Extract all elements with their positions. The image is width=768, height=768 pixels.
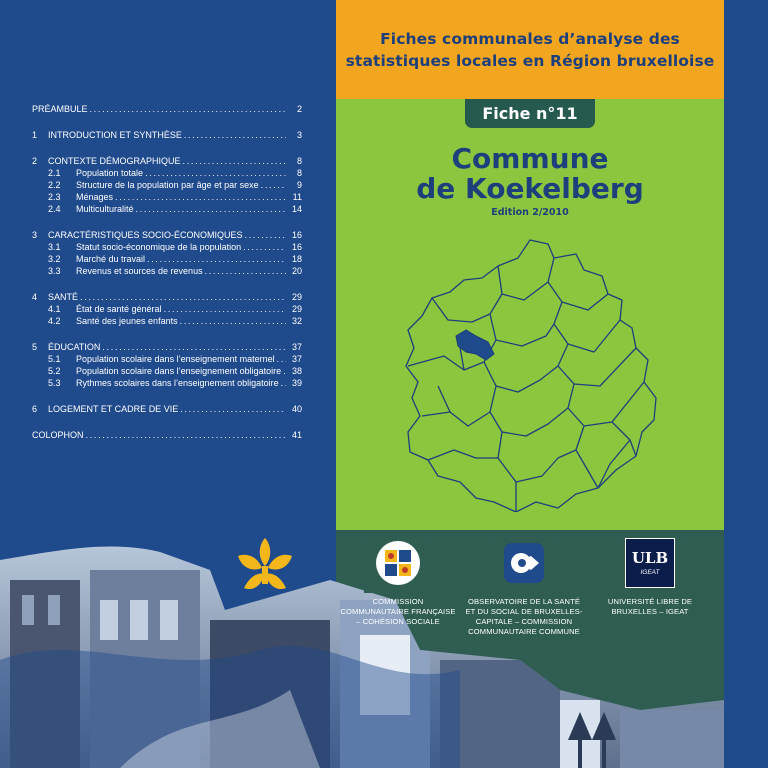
toc-page-number: 8 <box>296 156 302 166</box>
toc-page-number: 3 <box>296 130 302 140</box>
toc-entry <box>32 254 302 266</box>
iris-logo <box>232 536 298 596</box>
toc-page-number: 38 <box>291 366 302 376</box>
toc-leader-dots <box>245 230 286 240</box>
fiche-number-tab: Fiche n°11 <box>465 99 595 128</box>
commune-title-line2: de Koekelberg <box>416 172 644 205</box>
toc-entry <box>32 430 302 442</box>
series-title-line1: Fiches communales d’analyse des <box>380 29 680 48</box>
toc-entry <box>32 192 302 204</box>
toc-entry <box>32 180 302 192</box>
toc-label: Population scolaire dans l’enseignement obligatoire <box>76 366 282 376</box>
cocof-logo-box <box>364 533 432 593</box>
toc-label: Ménages <box>76 192 114 202</box>
toc-number: 2.2 <box>48 180 61 190</box>
toc-number: 3.1 <box>48 242 61 252</box>
toc-entry <box>32 304 302 316</box>
ulb-logo-subtext: IGEAT <box>640 569 660 576</box>
toc-leader-dots <box>184 130 286 140</box>
toc-leader-dots <box>281 378 286 388</box>
toc-page-number: 29 <box>291 292 302 302</box>
ulb-logo-box <box>616 533 684 593</box>
toc-number: 2.1 <box>48 168 61 178</box>
toc-entry <box>32 230 302 242</box>
toc-number: 4.1 <box>48 304 61 314</box>
toc-label: PRÉAMBULE <box>32 104 88 114</box>
toc-label: COLOPHON <box>32 430 84 440</box>
toc-label: CARACTÉRISTIQUES SOCIO-ÉCONOMIQUES <box>48 230 243 240</box>
toc-label: Marché du travail <box>76 254 146 264</box>
toc-page-number: 37 <box>291 354 302 364</box>
toc-label: Statut socio-économique de la population <box>76 242 242 252</box>
toc-leader-dots <box>164 304 286 314</box>
toc-entry <box>32 168 302 180</box>
toc-number: 3.2 <box>48 254 61 264</box>
toc-label: Population scolaire dans l’enseignement maternel <box>76 354 275 364</box>
toc-number: 1 <box>32 130 38 140</box>
toc-leader-dots <box>147 254 286 264</box>
ulb-logo <box>625 538 675 588</box>
toc-number: 6 <box>32 404 38 414</box>
toc-entry <box>32 156 302 168</box>
toc-page-number: 9 <box>296 180 302 190</box>
toc-page-number: 14 <box>291 204 302 214</box>
toc-label: INTRODUCTION ET SYNTHÈSE <box>48 130 182 140</box>
series-title-line2: statistiques locales en Région bruxelloise <box>345 51 715 70</box>
cocof-logo <box>375 540 421 586</box>
toc-page-number: 32 <box>291 316 302 326</box>
toc-entry <box>32 404 302 416</box>
toc-page-number: 41 <box>291 430 302 440</box>
toc-entry <box>32 130 302 142</box>
toc-entry <box>32 378 302 390</box>
toc-label: ÉDUCATION <box>48 342 101 352</box>
toc-entry <box>32 204 302 216</box>
toc-label: SANTÉ <box>48 292 79 302</box>
toc-leader-dots <box>277 354 286 364</box>
toc-entry <box>32 316 302 328</box>
toc-number: 2.3 <box>48 192 61 202</box>
toc-leader-dots <box>283 366 286 376</box>
toc-entry <box>32 242 302 254</box>
right-blue-strip <box>724 0 768 768</box>
toc-entry <box>32 292 302 304</box>
toc-label: Multiculturalité <box>76 204 134 214</box>
toc-leader-dots <box>183 156 286 166</box>
toc-number: 3.3 <box>48 266 61 276</box>
toc-number: 2.4 <box>48 204 61 214</box>
toc-leader-dots <box>180 316 286 326</box>
title-band <box>336 0 724 99</box>
toc-label: Population totale <box>76 168 144 178</box>
toc-page-number: 39 <box>291 378 302 388</box>
toc-leader-dots <box>80 292 286 302</box>
toc-page-number: 18 <box>291 254 302 264</box>
ulb-label: UNIVERSITÉ LIBRE DE BRUXELLES – IGEAT <box>607 597 693 616</box>
toc-number: 4.2 <box>48 316 61 326</box>
toc-number: 2 <box>32 156 38 166</box>
toc-label: Structure de la population par âge et par sexe <box>76 180 259 190</box>
toc-label: CONTEXTE DÉMOGRAPHIQUE <box>48 156 181 166</box>
toc-number: 5.1 <box>48 354 61 364</box>
toc-leader-dots <box>180 404 286 414</box>
toc-label: Rythmes scolaires dans l’enseignement obligatoire <box>76 378 279 388</box>
toc-leader-dots <box>261 180 286 190</box>
toc-page-number: 40 <box>291 404 302 414</box>
toc-number: 5.3 <box>48 378 61 388</box>
toc-page-number: 37 <box>291 342 302 352</box>
toc-number: 5 <box>32 342 38 352</box>
toc-label: État de santé général <box>76 304 162 314</box>
toc-label: LOGEMENT ET CADRE DE VIE <box>48 404 179 414</box>
toc-entry <box>32 266 302 278</box>
commune-title-line1: Commune <box>451 142 609 175</box>
commune-title <box>336 144 724 204</box>
toc-entry <box>32 354 302 366</box>
toc-page-number: 29 <box>291 304 302 314</box>
observatoire-label: OBSERVATOIRE DE LA SANTÉ ET DU SOCIAL DE BRUXELLES- CAPITALE – COMMISSION COMMUNAUTAIRE COMMUNE <box>465 597 583 636</box>
toc-leader-dots <box>136 204 286 214</box>
observatoire-logo <box>501 540 547 586</box>
toc-label: Santé des jeunes enfants <box>76 316 178 326</box>
toc-number: 3 <box>32 230 38 240</box>
toc-leader-dots <box>102 342 286 352</box>
brussels-communes-map <box>398 236 664 512</box>
toc-label: Revenus et sources de revenus <box>76 266 203 276</box>
toc-leader-dots <box>115 192 286 202</box>
toc-entry <box>32 104 302 116</box>
toc-page-number: 16 <box>291 242 302 252</box>
toc-leader-dots <box>205 266 286 276</box>
cocof-label: COMMISSION COMMUNAUTAIRE FRANÇAISE – COHÉSION SOCIALE <box>340 597 456 626</box>
edition-label: Edition 2/2010 <box>491 207 569 218</box>
toc-entry <box>32 342 302 354</box>
toc-page-number: 2 <box>296 104 302 114</box>
toc-leader-dots <box>243 242 286 252</box>
toc-page-number: 20 <box>291 266 302 276</box>
toc-page-number: 11 <box>292 192 302 202</box>
toc-leader-dots <box>86 430 286 440</box>
toc-number: 5.2 <box>48 366 61 376</box>
toc-leader-dots <box>145 168 286 178</box>
observatoire-logo-box <box>490 533 558 593</box>
toc-page-number: 16 <box>291 230 302 240</box>
toc-entry <box>32 366 302 378</box>
toc-page-number: 8 <box>296 168 302 178</box>
toc-leader-dots <box>90 104 286 114</box>
toc-number: 4 <box>32 292 38 302</box>
ulb-logo-text: ULB <box>631 549 669 567</box>
